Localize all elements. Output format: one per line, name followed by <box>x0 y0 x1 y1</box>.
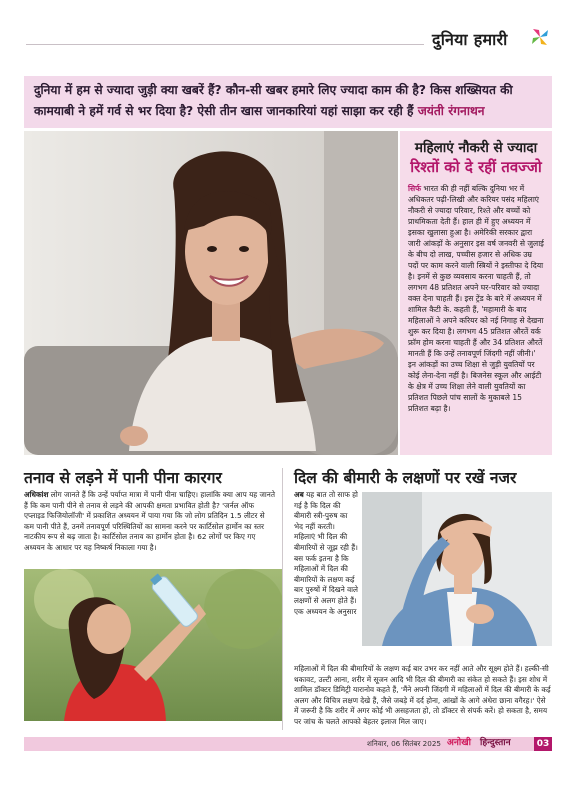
side-article-heading: महिलाएं नौकरी से ज्यादा <box>414 140 538 156</box>
section-title: दुनिया हमारी <box>432 30 508 49</box>
smiling-woman-illustration <box>24 131 398 455</box>
smiling-woman-photo <box>24 131 398 455</box>
left-article-text: लोग जानते हैं कि उन्हें पर्याप्त मात्रा में पानी पीना चाहिए। हालांकि क्या आप यह जानते हैं कि कम पानी पीने से तनाव से लड़ने की आपकी क्षमता प्रभावित होती है? 'जर्नल ऑफ एप्लाइड फिजियोलॉजी' में प्रकाशित अध्ययन में पाया गया कि जो लोग प्रतिदिन 1.5 लीटर से कम पानी पीते हैं, उनमें तनावपूर्ण परिस्थितियों का सामना करने पर कार्टिसोल हार्मोन का स्तर नाटकीय रूप से बढ़ जाता है। कार्टिसोल तनाव का हार्मोन होता है। 62 लोगों पर किए गए अध्ययन के आधार पर यह निष्कर्ष निकाला गया है। <box>24 490 276 552</box>
left-article-lead-word: अधिकांश <box>24 490 49 499</box>
intro-banner <box>24 76 552 128</box>
right-article-heading: दिल की बीमारी के लक्षणों पर रखें नजर <box>294 469 517 487</box>
side-article-text: भारत की ही नहीं बल्कि दुनिया भर में अधिकतर पढ़ी-लिखी और करियर पसंद महिलाएं नौकरी से ज्यादा परिवार, रिश्ते और बच्चों को प्राथमिकता देती हैं। हाल ही में हुए अध्ययन में इसका खुलासा हुआ है। अमेरिकी सरकार द्वारा जारी आंकड़ों के अनुसार इस वर्ष जनवरी से जुलाई के बीच दो लाख, पच्चीस हजार से अधिक उम्र पदों पर काम करने वाली स्त्रियों ने इस्तीफा दे दिया है। इनमें से कुछ व्यवसाय करना चाहती हैं, तो लगभग 48 प्रतिशत अपने घर-परिवार को ज्यादा वक्त देना चाहती हैं। इस ट्रेंड के बारे में अध्ययन में शामिल कैटी के. कहती हैं, 'महामारी के बाद महिलाओं ने अपने करियर को नई निगाह से देखना शुरू कर दिया है। लगभग 45 प्रतिशत औरतें वर्क फ्रॉम होम करना चाहती हैं और 34 प्रतिशत औरतें मानती हैं कि उन्हें तनावपूर्ण जिंदगी नहीं जीनी।' इन आंकड़ों का उच्च शिक्षा से जुड़ी युवतियों पर कोई लेना-देना नहीं है। बिजनेस स्कूल और आईटी के क्षेत्र में उच्च शिक्षा लेने वाली युवतियों का प्रतिशत पिछले पांच सालों के मुकाबले 15 प्रतिशत बढ़ा है। <box>408 184 544 413</box>
footer-date: शनिवार, 06 सितंबर 2025 <box>367 739 441 748</box>
woman-drinking-water-photo <box>24 569 282 721</box>
column-divider <box>282 468 283 730</box>
left-article-heading: तनाव से लड़ने में पानी पीना कारगर <box>24 469 222 487</box>
woman-with-headache-illustration <box>362 492 552 646</box>
right-article-column-body: यह बात तो साफ हो गई है कि दिल की बीमारी स्त्री-पुरुष का भेद नहीं करती। महिलाएं भी दिल की बीमारियों से जूझ रही हैं। बस फर्क इतना है कि महिलाओं में दिल की बीमारियों के लक्षण कई बार पुरुषों में दिखने वाले लक्षणों से अलग होते हैं। एक अध्ययन के अनुसार <box>294 490 358 616</box>
right-article-body: महिलाओं में दिल की बीमारियों के लक्षण कई बार उभर कर नहीं आते और सूक्ष्म होते हैं। हल्की-सी थकावट, उल्टी आना, शरीर में सूजन आदि भी दिल की बीमारी का संकेत हो सकते हैं। इस शोध में शामिल डॉक्टर डिमिट्री यारानोव कहते हैं, 'मैंने अपनी जिंदगी में महिलाओं में दिल की बीमारी के कई अलग और विचित्र लक्षण देखे हैं, जैसे जबड़े में दर्द होना, आंखों के आगे अंधेरा छाना वगैरह।' ऐसे में जरूरी है कि शरीर में अगर कोई भी असहजता हो, तो डॉक्टर से संपर्क करें। हो सकता है, समय पर जांच के चलते आपको बेहतर इलाज मिल जाए। <box>294 664 551 726</box>
intro-text <box>34 80 542 122</box>
side-article-women-careers <box>400 131 552 455</box>
flower-logo-icon <box>530 27 550 47</box>
right-article-column-text <box>294 490 358 617</box>
footer-brand-hindustan: हिन्दुस्तान <box>480 738 511 748</box>
side-article-body <box>408 183 544 414</box>
intro-author: जयंती रंगनाथन <box>417 104 485 118</box>
left-article-body <box>24 490 276 554</box>
footer-bar <box>24 737 552 751</box>
side-article-lead-word: सिर्फ <box>408 184 421 193</box>
footer-brand-anokhi: अनोखी <box>447 738 471 748</box>
right-article-lead-word: अब <box>294 490 304 499</box>
woman-drinking-water-illustration <box>24 569 282 721</box>
header-rule <box>26 44 424 45</box>
intro-question-text: दुनिया में हम से ज्यादा जुड़ी क्या खबरें हैं? कौन-सी खबर हमारे लिए ज्यादा काम की है? किस शख्सियत की कामयाबी ने हमें गर्व से भर दिया है? ऐसी तीन खास जानकारियां यहां साझा कर रही हैं <box>34 83 513 118</box>
page-number: 03 <box>534 737 552 751</box>
woman-with-headache-photo <box>362 492 552 646</box>
side-article-subheading: रिश्तों को दे रहीं तवज्जो <box>410 158 542 176</box>
